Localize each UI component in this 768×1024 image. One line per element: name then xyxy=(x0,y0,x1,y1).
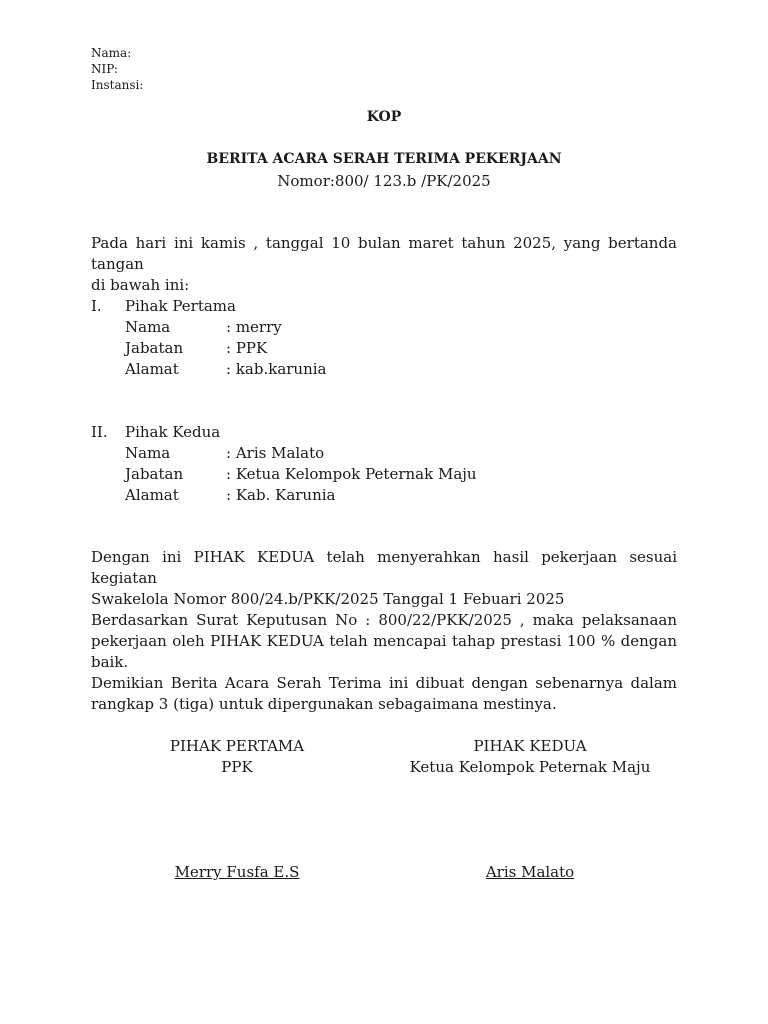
body-paragraphs xyxy=(91,547,677,715)
signature-party: PIHAK KEDUA xyxy=(473,737,587,755)
document-title: BERITA ACARA SERAH TERIMA PEKERJAAN xyxy=(206,151,562,167)
signature-role: PPK xyxy=(221,758,253,776)
row-label: Nama xyxy=(125,318,171,336)
intro-paragraph xyxy=(91,233,677,296)
body-line: Dengan ini PIHAK KEDUA telah menyerahkan hasil pekerjaan sesuai kegiatan xyxy=(91,548,677,587)
signature-name: Merry Fusfa E.S xyxy=(174,863,300,881)
row-label: Jabatan xyxy=(125,339,184,357)
body-line: rangkap 3 (tiga) untuk dipergunakan sebagaimana mestinya. xyxy=(91,695,557,713)
signature-right xyxy=(390,736,670,778)
pihak-kedua-heading: Pihak Kedua xyxy=(125,423,221,441)
header-instansi: Instansi: xyxy=(91,78,144,92)
signature-name: Aris Malato xyxy=(485,863,575,881)
document-number: Nomor:800/ 123.b /PK/2025 xyxy=(277,172,491,190)
row-label: Alamat xyxy=(125,360,179,378)
row-label: Jabatan xyxy=(125,465,184,483)
signature-left-name-block xyxy=(127,862,347,883)
signature-party: PIHAK PERTAMA xyxy=(169,737,305,755)
row-label: Alamat xyxy=(125,486,179,504)
row-value: : PPK xyxy=(226,339,268,357)
intro-line-1: Pada hari ini kamis , tanggal 10 bulan maret tahun 2025, yang bertanda tangan xyxy=(91,234,677,273)
body-line: pekerjaan oleh PIHAK KEDUA telah mencapai tahap prestasi 100 % dengan xyxy=(91,632,677,650)
signature-role: Ketua Kelompok Peternak Maju xyxy=(409,758,651,776)
row-label: Nama xyxy=(125,444,171,462)
intro-line-2: di bawah ini: xyxy=(91,276,190,294)
kop-heading: KOP xyxy=(366,109,402,125)
pihak-kedua-numeral: II. xyxy=(91,423,108,441)
pihak-pertama-numeral: I. xyxy=(91,297,102,315)
header-nip: NIP: xyxy=(91,62,118,76)
row-value: : Kab. Karunia xyxy=(226,486,336,504)
header-nama: Nama: xyxy=(91,46,132,60)
body-line: Swakelola Nomor 800/24.b/PKK/2025 Tanggal 1 Febuari 2025 xyxy=(91,590,565,608)
row-value: : Aris Malato xyxy=(226,444,325,462)
pihak-pertama-heading: Pihak Pertama xyxy=(125,297,236,315)
signature-left xyxy=(127,736,347,778)
row-value: : kab.karunia xyxy=(226,360,327,378)
row-value: : Ketua Kelompok Peternak Maju xyxy=(226,465,477,483)
signature-right-name-block xyxy=(390,862,670,883)
body-line: Demikian Berita Acara Serah Terima ini dibuat dengan sebenarnya dalam xyxy=(91,674,677,692)
row-value: : merry xyxy=(226,318,282,336)
body-line: baik. xyxy=(91,653,129,671)
body-line: Berdasarkan Surat Keputusan No : 800/22/PKK/2025 , maka pelaksanaan xyxy=(91,611,677,629)
